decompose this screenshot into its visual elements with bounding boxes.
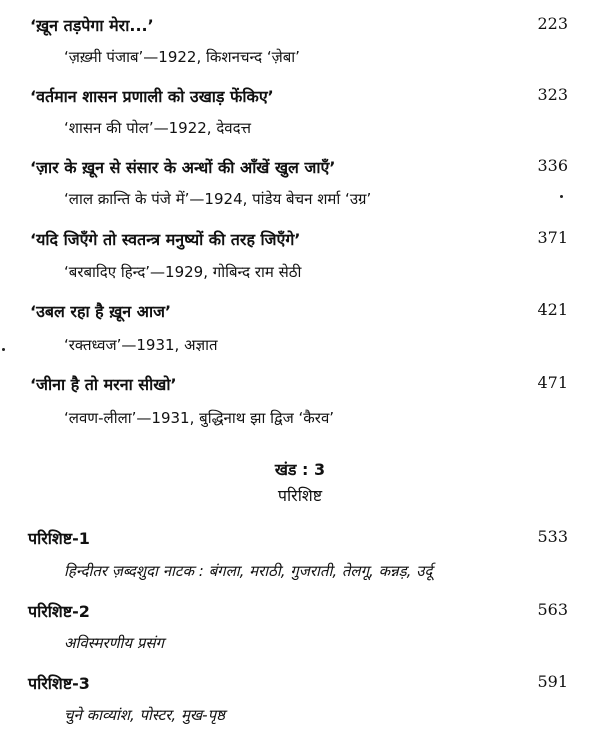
entry-page-number: 371 <box>537 228 568 247</box>
toc-entry <box>0 228 600 256</box>
appendix-page-number: 563 <box>537 600 568 619</box>
appendix-description <box>0 633 600 657</box>
entry-source <box>0 262 600 286</box>
toc-entry <box>0 373 600 401</box>
appendix-description <box>0 561 600 585</box>
entry-source <box>0 189 600 213</box>
appendix-page-number: 533 <box>537 527 568 546</box>
entry-source-text: ‘रक्तध्वज’—1931, अज्ञात <box>64 336 218 354</box>
toc-entry <box>0 14 600 42</box>
entry-page-number: 421 <box>537 300 568 319</box>
entry-title: ‘ख़ून तड़पेगा मेरा...’ <box>30 16 154 35</box>
entry-page-number: 223 <box>537 14 568 33</box>
entry-page-number: 323 <box>537 85 568 104</box>
toc-entry <box>0 85 600 113</box>
appendix-description-text: अविस्मरणीय प्रसंग <box>64 634 164 652</box>
section-name: परिशिष्ट <box>277 486 323 505</box>
entry-page-number: 471 <box>537 373 568 392</box>
appendix-description-text: हिन्दीतर ज़ब्दशुदा नाटक : बंगला, मराठी, गुजराती, तेलगू, कन्नड़, उर्दू <box>64 562 433 580</box>
entry-source <box>0 335 600 359</box>
appendix-entry <box>0 672 600 700</box>
section-number: खंड : 3 <box>274 460 326 479</box>
entry-source-text: ‘ज़ख़्मी पंजाब’—1922, किशनचन्द ‘ज़ेबा’ <box>64 48 300 66</box>
entry-title: ‘जीना है तो मरना सीखो’ <box>30 375 177 394</box>
entry-source-text: ‘शासन की पोल’—1922, देवदत्त <box>64 119 251 137</box>
entry-title: ‘यदि जिएँगे तो स्वतन्त्र मनुष्यों की तरह जिएँगे’ <box>30 230 301 249</box>
appendix-title: परिशिष्ट-1 <box>28 529 90 548</box>
appendix-description-text: चुने काव्यांश, पोस्टर, मुख-पृष्ठ <box>64 706 225 724</box>
appendix-entry <box>0 527 600 555</box>
entry-title: ‘वर्तमान शासन प्रणाली को उखाड़ फेंकिए’ <box>30 87 274 106</box>
entry-source <box>0 47 600 71</box>
toc-entry <box>0 156 600 184</box>
entry-source-text: ‘बरबादिए हिन्द’—1929, गोबिन्द राम सेठी <box>64 263 302 281</box>
entry-title: ‘उबल रहा है ख़ून आज’ <box>30 302 172 321</box>
appendix-title: परिशिष्ट-3 <box>28 674 90 693</box>
entry-source <box>0 408 600 432</box>
entry-source <box>0 118 600 142</box>
stray-dot <box>2 348 5 351</box>
entry-source-text: ‘लवण-लीला’—1931, बुद्धिनाथ झा द्विज ‘कैरव’ <box>64 409 335 427</box>
stray-dot <box>560 195 563 198</box>
appendix-entry <box>0 600 600 628</box>
toc-entry <box>0 300 600 328</box>
entry-source-text: ‘लाल क्रान्ति के पंजे में’—1924, पांडेय बेचन शर्मा ‘उग्र’ <box>64 190 372 208</box>
entry-title: ‘ज़ार के ख़ून से संसार के अन्धों की आँखें खुल जाएँ’ <box>30 158 336 177</box>
entry-page-number: 336 <box>537 156 568 175</box>
appendix-description <box>0 705 600 729</box>
appendix-page-number: 591 <box>537 672 568 691</box>
appendix-title: परिशिष्ट-2 <box>28 602 90 621</box>
